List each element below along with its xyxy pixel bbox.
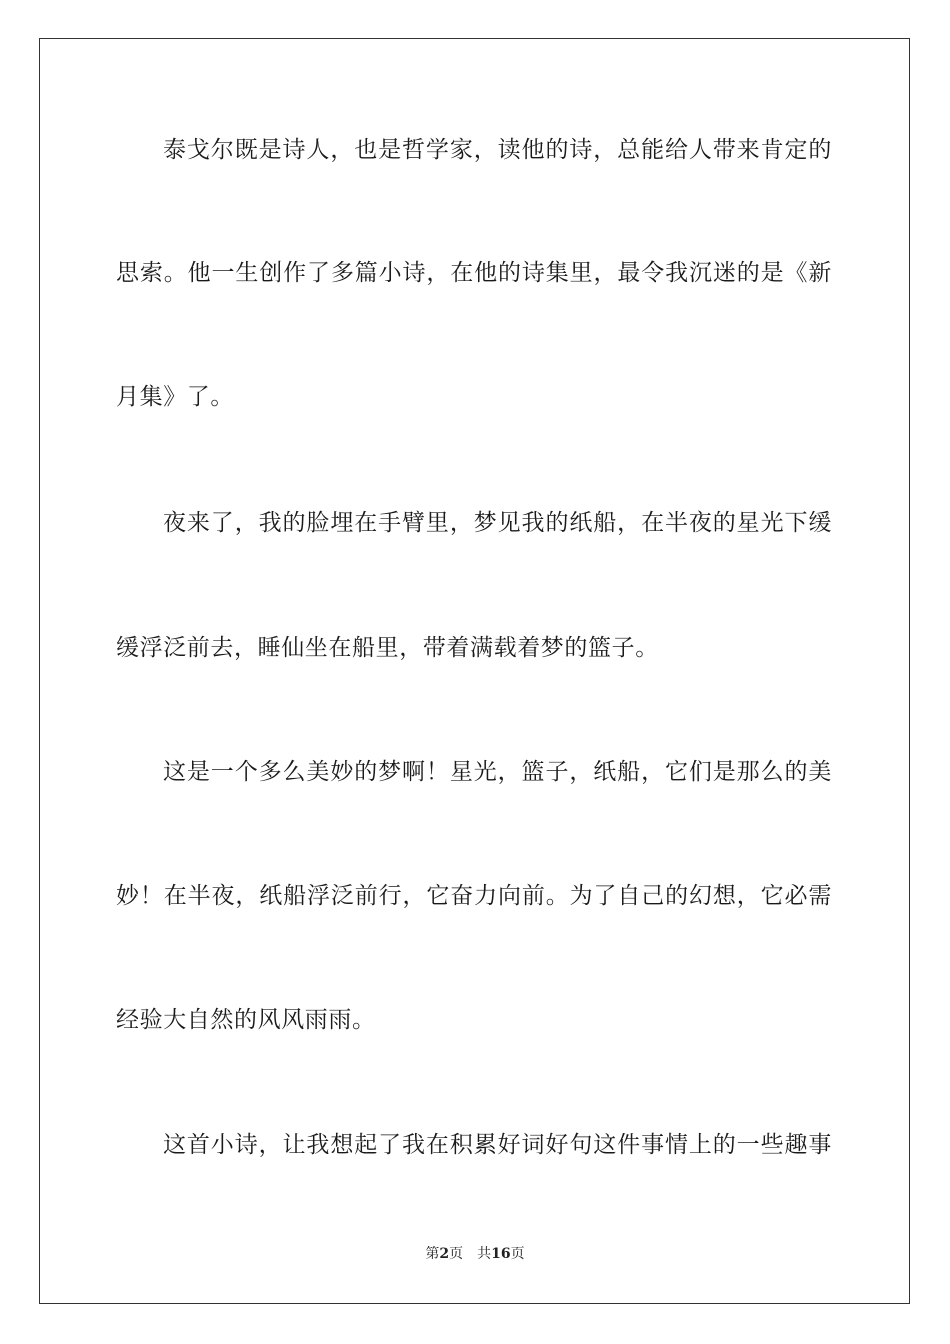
paragraph-1-line-2: 思索。他一生创作了多篇小诗，在他的诗集里，最令我沉迷的是《新 [116,260,832,286]
total-prefix: 共 [477,1246,492,1262]
page-footer [0,1245,950,1263]
page-suffix: 页 [449,1246,464,1262]
total-suffix: 页 [510,1246,525,1262]
page-frame [39,38,910,1304]
paragraph-3-line-1: 这是一个多么美妙的梦啊！星光，篮子，纸船，它们是那么的美 [163,759,832,785]
paragraph-3-line-2: 妙！在半夜，纸船浮泛前行，它奋力向前。为了自己的幻想，它必需 [116,883,832,909]
paragraph-1-line-3: 月集》了。 [116,384,234,410]
paragraph-2-line-2: 缓浮泛前去，睡仙坐在船里，带着满载着梦的篮子。 [116,635,659,661]
paragraph-3-line-3: 经验大自然的风风雨雨。 [116,1007,376,1033]
paragraph-4-line-1: 这首小诗，让我想起了我在积累好词好句这件事情上的一些趣事 [163,1132,832,1158]
page-prefix: 第 [425,1246,440,1262]
paragraph-2-line-1: 夜来了，我的脸埋在手臂里，梦见我的纸船，在半夜的星光下缓 [163,510,832,536]
current-page-number: 2 [439,1246,450,1262]
total-page-count: 16 [491,1246,511,1262]
paragraph-1-line-1: 泰戈尔既是诗人，也是哲学家，读他的诗，总能给人带来肯定的 [163,137,832,163]
